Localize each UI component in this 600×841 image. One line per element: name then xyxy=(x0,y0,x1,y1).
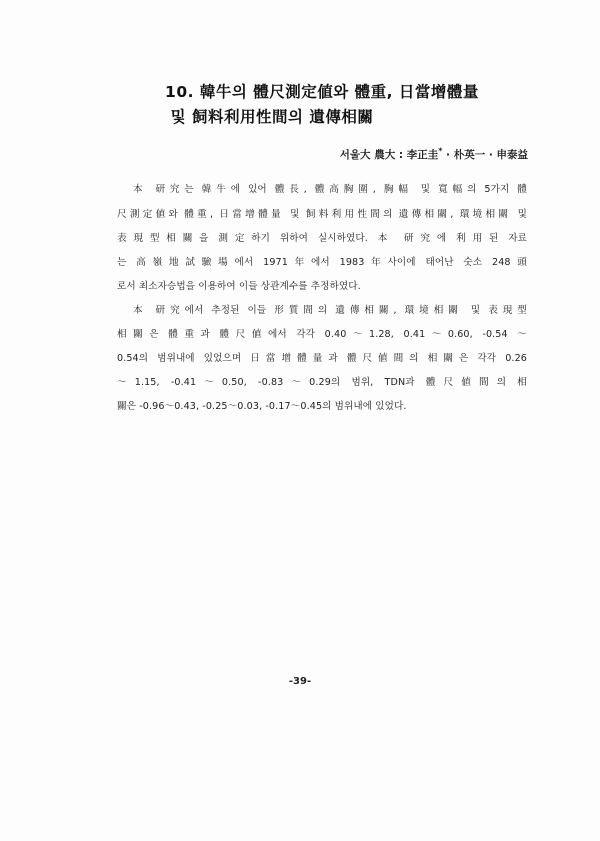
other-authors: · 朴英一 · 申泰益 xyxy=(442,149,528,161)
corresponding-author-marker: * xyxy=(438,146,443,156)
paragraph-2-line-3: 0.54의 범위내에 있었으며 日當增體量과 體尺値間의 相關은 각각 0.26 xyxy=(117,353,527,364)
paragraph-2-line-2: 相關은 體重과 體尺値에서 각각 0.40～1.28, 0.41～0.60, -0.54 ～ xyxy=(117,329,527,340)
paragraph-2-line-1: 本 研究에서 추정된 이들 形質間의 遺傳相關, 環境相關 및 表現型 xyxy=(133,305,527,316)
title-line-2: 및 飼料利用性間의 遺傳相關 xyxy=(170,108,374,126)
page-number: -39- xyxy=(288,676,312,687)
paragraph-1-line-1: 本 研究는 韓牛에 있어 體長, 體高胸圍, 胸幅 및 寬幅의 5가지 體 xyxy=(133,184,527,195)
affiliation: 서울大 農大 : xyxy=(339,149,407,161)
paragraph-1-line-5: 로서 최소자승법을 이용하여 이들 상관계수를 추정하였다. xyxy=(117,281,361,292)
title-line-1: 10. 韓牛의 體尺測定値와 體重, 日當增體量 xyxy=(165,83,479,101)
paragraph-2-line-5: 關은 -0.96～0.43, -0.25～0.03, -0.17～0.45의 범위내에 있었다. xyxy=(117,401,407,412)
paragraph-1-line-3: 表現型相關을 測定하기 위하여 실시하였다. 本 研究에 利用된 자료 xyxy=(117,233,527,244)
author-1: 李正圭 xyxy=(406,149,439,161)
paragraph-1-line-2: 尺測定値와 體重, 日當增體量 및 飼料利用性間의 遺傳相關, 環境相關 및 xyxy=(117,209,527,220)
paragraph-2-line-4: ～1.15, -0.41～0.50, -0.83～0.29의 범위, TDN과 體尺値間의 相 xyxy=(117,377,527,388)
author-line xyxy=(340,147,528,162)
paragraph-1-line-4: 는 高嶺地試驗場에서 1971年에서 1983年사이에 태어난 숫소 248頭 xyxy=(117,257,527,268)
